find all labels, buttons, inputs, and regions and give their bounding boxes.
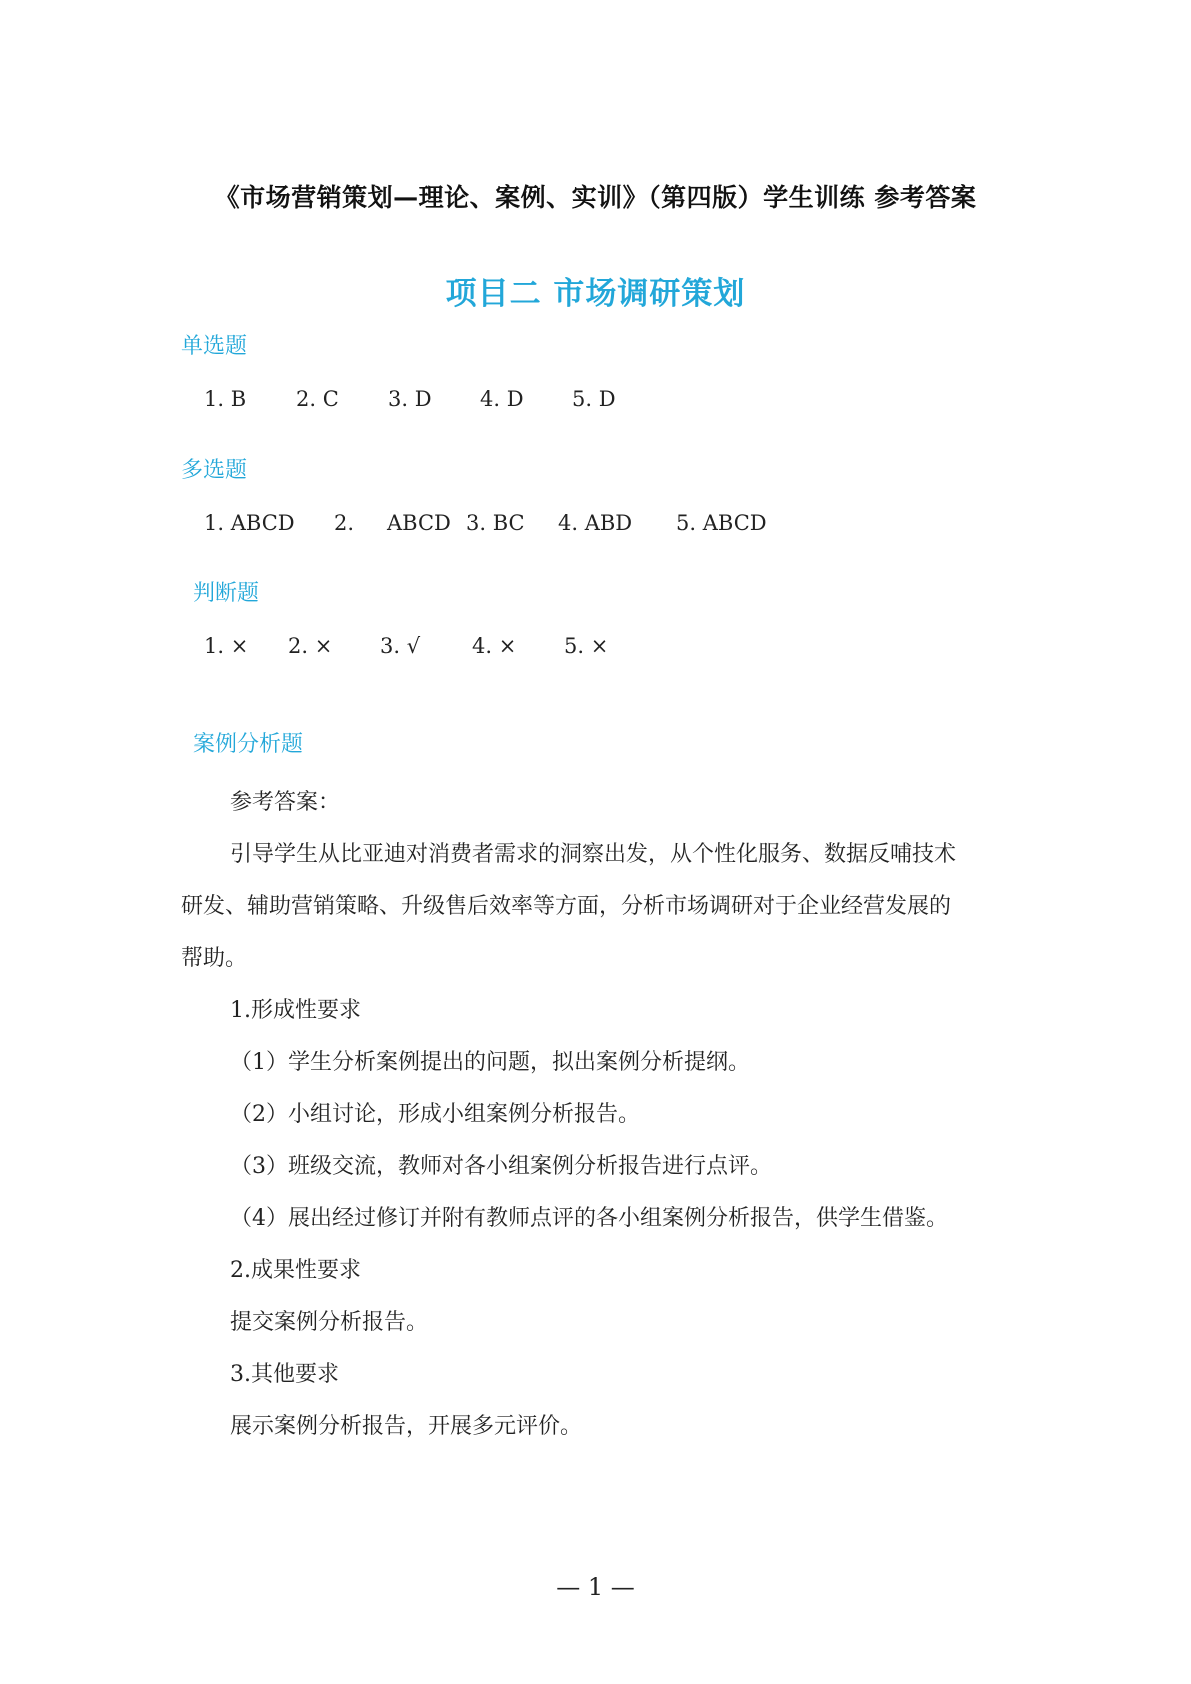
answer-item: 2. × bbox=[288, 634, 333, 658]
answer-item: 3. √ bbox=[380, 634, 421, 658]
answer-item: 3. D bbox=[388, 387, 432, 411]
intro-line: 帮助。 bbox=[181, 946, 248, 971]
requirement-item: （3）班级交流，教师对各小组案例分析报告进行点评。 bbox=[230, 1154, 772, 1179]
requirement-text: 展示案例分析报告，开展多元评价。 bbox=[230, 1414, 583, 1439]
requirement-text: 提交案例分析报告。 bbox=[230, 1310, 429, 1335]
single-choice-heading: 单选题 bbox=[181, 334, 248, 359]
answer-item: 2. bbox=[334, 511, 355, 535]
answer-item: 5. D bbox=[572, 387, 616, 411]
requirement-item: （4）展出经过修订并附有教师点评的各小组案例分析报告，供学生借鉴。 bbox=[230, 1206, 948, 1231]
intro-line: 引导学生从比亚迪对消费者需求的洞察出发，从个性化服务、数据反哺技术 bbox=[230, 842, 957, 867]
answer-item: 5. × bbox=[564, 634, 609, 658]
answer-item: 4. D bbox=[480, 387, 524, 411]
document-title: 《市场营销策划—理论、案例、实训》（第四版）学生训练 参考答案 bbox=[214, 183, 977, 212]
answer-item: 3. BC bbox=[466, 511, 525, 535]
requirement-item: （2）小组讨论，形成小组案例分析报告。 bbox=[230, 1102, 640, 1127]
answer-item: 4. × bbox=[472, 634, 517, 658]
true-false-heading: 判断题 bbox=[193, 581, 260, 606]
multiple-choice-heading: 多选题 bbox=[181, 458, 248, 483]
answer-item: ABCD bbox=[387, 511, 451, 535]
answer-label: 参考答案： bbox=[230, 790, 341, 815]
answer-item: 5. ABCD bbox=[676, 511, 767, 535]
answer-item: 4. ABD bbox=[558, 511, 633, 535]
intro-line: 研发、辅助营销策略、升级售后效率等方面，分析市场调研对于企业经营发展的 bbox=[181, 894, 952, 919]
answer-item: 1. ABCD bbox=[204, 511, 295, 535]
case-analysis-heading: 案例分析题 bbox=[193, 732, 304, 757]
requirement-item: （1）学生分析案例提出的问题，拟出案例分析提纲。 bbox=[230, 1050, 750, 1075]
chapter-title: 项目二 市场调研策划 bbox=[445, 276, 746, 312]
answer-item: 1. B bbox=[204, 387, 247, 411]
page-number: — 1 — bbox=[556, 1573, 635, 1601]
requirement-title: 2.成果性要求 bbox=[230, 1258, 361, 1283]
requirement-title: 3.其他要求 bbox=[230, 1362, 339, 1387]
answer-item: 1. × bbox=[204, 634, 249, 658]
answer-item: 2. C bbox=[296, 387, 339, 411]
requirement-title: 1.形成性要求 bbox=[230, 998, 361, 1023]
